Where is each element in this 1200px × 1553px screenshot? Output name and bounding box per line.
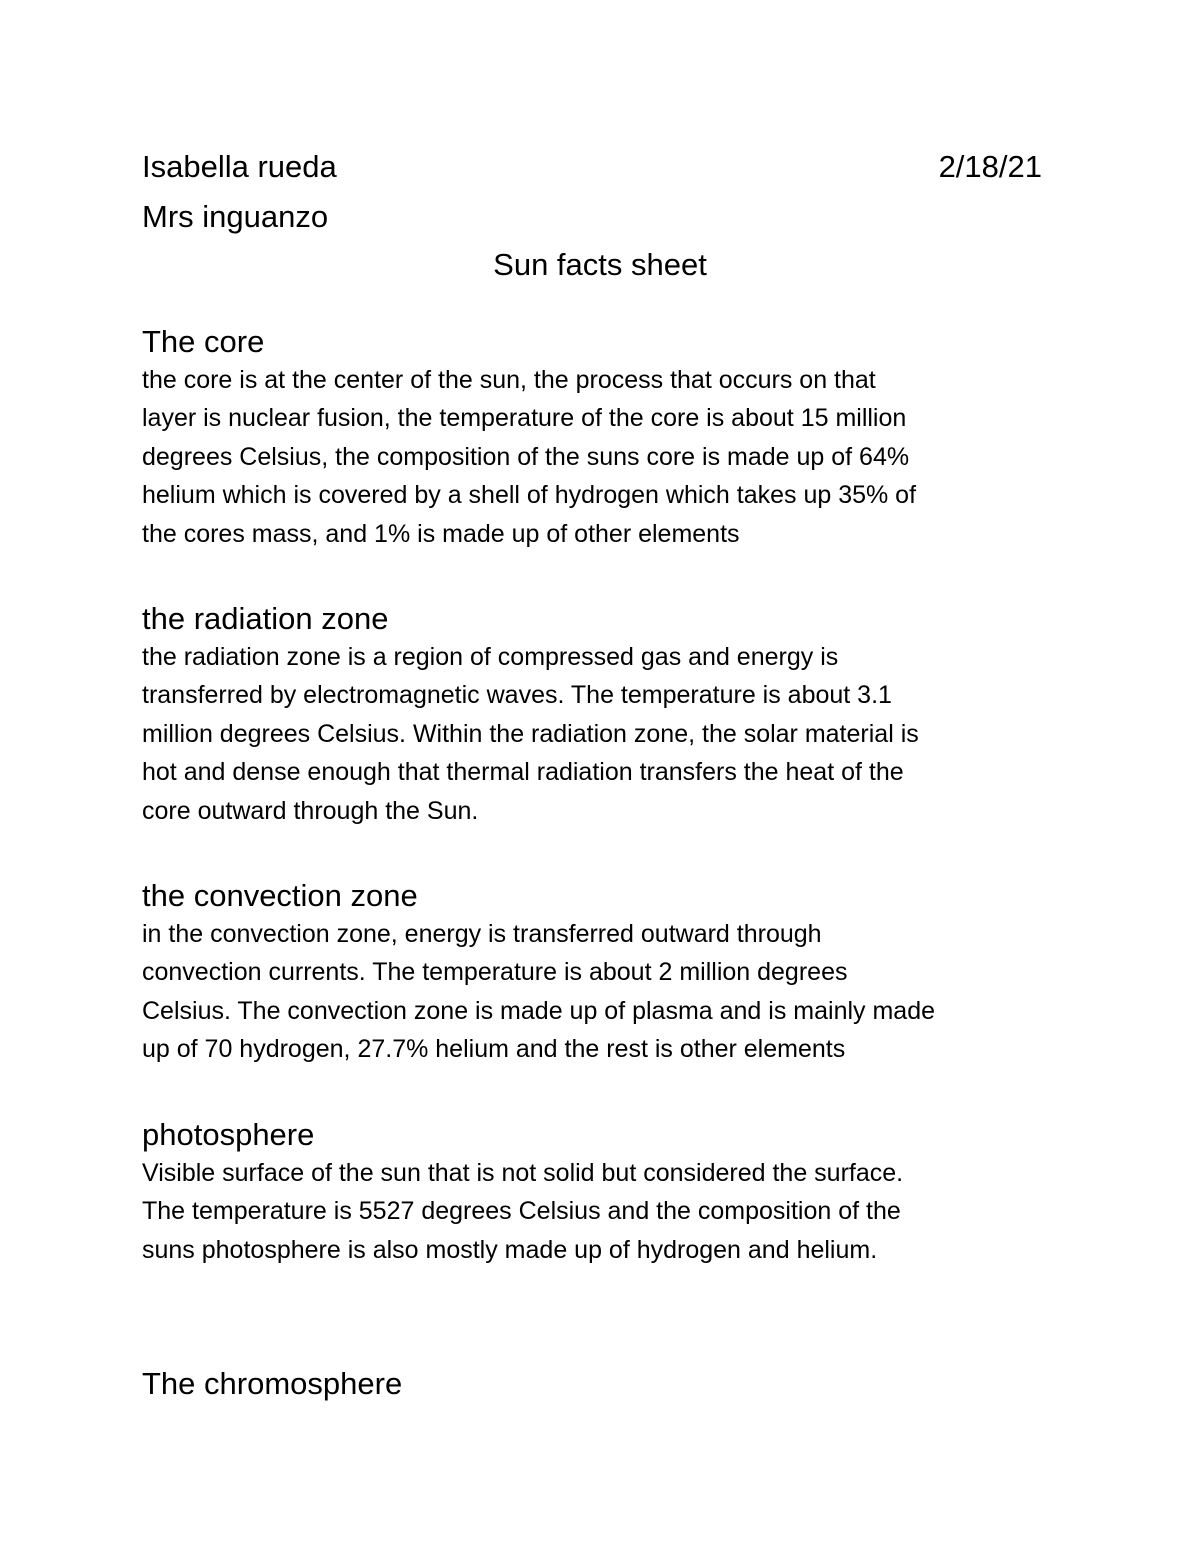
section-heading: The core — [142, 324, 265, 359]
section-chromosphere — [142, 1365, 1072, 1403]
section-core — [142, 323, 1072, 553]
student-name: Isabella rueda — [142, 149, 337, 184]
section-body: the core is at the center of the sun, the process that occurs on that layer is nuclear fusion, the temperature of the core is about 15 million degrees Celsius, the composition of the suns core is made up of 64% helium which is covered by a shell of hydrogen which takes up 35% of the cores mass, and 1% is made up of other elements — [142, 366, 917, 548]
teacher-name: Mrs inguanzo — [142, 199, 329, 234]
section-photosphere — [142, 1116, 1072, 1269]
section-body: in the convection zone, energy is transferred outward through convection currents. The temperature is about 2 million degrees Celsius. The convection zone is made up of plasma and is mainly made up of 70 hydrogen, 27.7% helium and the rest is other elements — [142, 920, 936, 1064]
section-heading: photosphere — [142, 1117, 315, 1152]
section-heading: the radiation zone — [142, 601, 389, 636]
page-title: Sun facts sheet — [493, 247, 707, 282]
section-convection-zone — [142, 877, 1072, 1069]
section-heading: The chromosphere — [142, 1366, 403, 1401]
section-heading: the convection zone — [142, 878, 418, 913]
section-body: the radiation zone is a region of compressed gas and energy is transferred by electromagnetic waves. The temperature is about 3.1 million degrees Celsius. Within the radiation zone, the solar material is hot and dense enough that thermal radiation transfers the heat of the core outward through the Sun. — [142, 643, 919, 825]
section-radiation-zone — [142, 600, 1072, 830]
section-body: Visible surface of the sun that is not solid but considered the surface. The temperature is 5527 degrees Celsius and the composition of the suns photosphere is also mostly made up of hydrogen and helium. — [142, 1159, 904, 1264]
date: 2/18/21 — [938, 149, 1042, 184]
